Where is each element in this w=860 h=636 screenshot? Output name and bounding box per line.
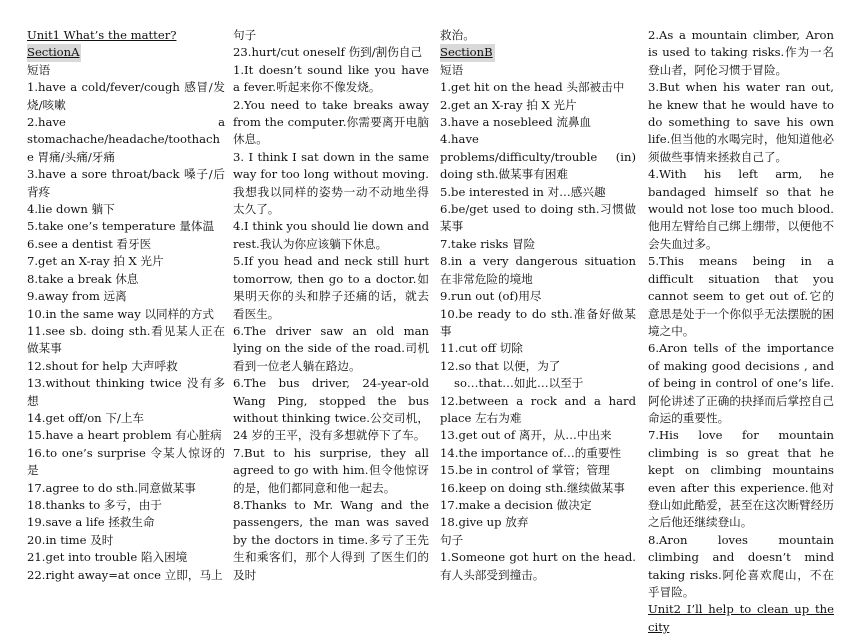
phrase-item: 4.have problems/difficulty/trouble (in) doing sth.做某事有困难 <box>440 132 636 182</box>
phrase-item: 21.get into trouble 陷入困境 <box>27 550 188 565</box>
phrase-item: 5.be interested in 对…感兴趣 <box>440 184 606 199</box>
phrase-item: 2.get an X-ray 拍 X 光片 <box>440 97 577 112</box>
phrase-item: 10.in the same way 以同样的方式 <box>27 306 215 321</box>
phrase-item: 12.so that 以便，为了 <box>440 358 561 373</box>
continuation-text: 救治。 <box>440 28 475 42</box>
phrase-item: 6.see a dentist 看牙医 <box>27 236 152 251</box>
sentence-item: 7.His love for mountain climbing is so great that he kept on climbing mountains even after this experience.他对登山如此酷爱，甚至在这次断臂经历之后他还继续登山。 <box>648 428 834 530</box>
phrase-item: 16.keep on doing sth.继续做某事 <box>440 480 625 495</box>
column-1 <box>27 27 225 584</box>
phrase-item: 14.get off/on 下/上车 <box>27 410 145 425</box>
phrase-item: 17.agree to do sth.同意做某事 <box>27 480 196 495</box>
phrase-item: 3.have a nosebleed 流鼻血 <box>440 115 592 130</box>
phrase-item: 19.save a life 拯救生命 <box>27 515 155 530</box>
sentence-item: 2.As a mountain climber, Aron is used to taking risks.作为一名登山者，阿伦习惯于冒险。 <box>648 28 834 77</box>
sentence-item: 4.With his left arm, he bandaged himself so that he would not lose too much blood.他用左臂给自己绑上绷带，以便他不会失血过多。 <box>648 167 834 251</box>
unit1-title: Unit1 What’s the matter? <box>27 28 177 42</box>
phrase-item: 12.shout for help 大声呼救 <box>27 358 178 373</box>
sentence-item: 5.If you head and neck still hurt tomorrow, then go to a doctor.如果明天你的头和脖子还痛的话，就去看医生。 <box>233 254 429 321</box>
phrase-item: 22.right away=at once 立即，马上 <box>27 567 223 582</box>
phrase-item: 20.in time 及时 <box>27 532 114 547</box>
phrase-item: 16.to one’s surprise 令某人惊讶的是 <box>27 445 225 478</box>
sentence-item: 4.I think you should lie down and rest.我认为你应该躺下休息。 <box>233 219 429 251</box>
phrase-item: 2.have a stomachache/headache/toothache 胃痛/头痛/牙痛 <box>27 115 225 164</box>
phrase-item: 9.run out (of)用尽 <box>440 289 542 304</box>
sentence-item: 1.Someone got hurt on the head.有人头部受到撞击。 <box>440 550 636 582</box>
section-a-heading: SectionA <box>27 44 81 61</box>
column-2 <box>233 27 429 584</box>
sentence-item: 1.It doesn’t sound like you have a fever.听起来你不像发烧。 <box>233 62 429 95</box>
phrase-item: 8.in a very dangerous situation 在非常危险的境地 <box>440 254 636 286</box>
phrases-heading: 短语 <box>27 62 51 77</box>
phrase-item: 13.without thinking twice 没有多想 <box>27 376 225 408</box>
sentences-heading: 句子 <box>440 532 464 547</box>
phrase-item: 9.away from 远离 <box>27 289 127 304</box>
sentence-item: 6.The driver saw an old man lying on the side of the road.司机看到一位老人躺在路边。 <box>233 323 429 373</box>
sentence-item: 8.Thanks to Mr. Wang and the passengers, the man was saved by the doctors in time.多亏了王先生和乘客们，那个人得到 了医生们的及时 <box>233 497 429 582</box>
sentence-item: 3. I think I sat down in the same way for too long without moving.我想我以同样的姿势一动不动地坐得太久了。 <box>233 149 429 217</box>
phrase-item: 11.see sb. doing sth.看见某人正在做某事 <box>27 323 225 356</box>
column-4 <box>648 27 834 636</box>
sentence-item: 7.But to his surprise, they all agreed to go with him.但令他惊讶的是，他们都同意和他一起去。 <box>233 445 429 495</box>
phrase-item: 12.between a rock and a hard place 左右为难 <box>440 393 636 425</box>
section-b-heading: SectionB <box>440 44 495 61</box>
phrase-item: 17.make a decision 做决定 <box>440 497 592 512</box>
phrase-item: 7.get an X-ray 拍 X 光片 <box>27 254 164 269</box>
unit2-title: Unit2 I’ll help to clean up the city <box>648 602 834 634</box>
phrase-item: 1.have a cold/fever/cough 感冒/发烧/咳嗽 <box>27 80 225 112</box>
sentence-item: 5.This means being in a difficult situation that you cannot seem to get out of.它的意思是处于一个你似乎无法摆脱的困境之中。 <box>648 254 834 338</box>
phrase-item: 3.have a sore throat/back 嗓子/后背疼 <box>27 167 225 199</box>
phrase-item: 8.take a break 休息 <box>27 271 139 286</box>
phrases-heading: 短语 <box>440 62 464 77</box>
sentence-item: 6.Aron tells of the importance of making good decisions , and of being in control of one’s life.阿伦讲述了正确的抉择而后掌控自己命运的重要性。 <box>648 341 834 425</box>
phrase-item: 6.be/get used to doing sth.习惯做某事 <box>440 202 636 234</box>
sentences-heading: 句子 <box>233 28 257 42</box>
phrase-item: 13.get out of 离开，从…中出来 <box>440 428 612 443</box>
column-3 <box>440 27 636 584</box>
phrase-item: 18.thanks to 多亏，由于 <box>27 497 162 512</box>
phrase-item: 7.take risks 冒险 <box>440 236 536 251</box>
sentence-item: 3.But when his water ran out, he knew that he would have to do something to save his own life.但当他的水喝完时，他知道他必须做些事情来拯救自己了。 <box>648 80 834 164</box>
phrase-item: 1.get hit on the head 头部被击中 <box>440 80 625 95</box>
phrase-item: 5.take one’s temperature 量体温 <box>27 219 215 234</box>
sentence-item: 6.The bus driver, 24-year-old Wang Ping, stopped the bus without thinking twice.公交司机，24 岁的王平，没有多想就停下了车。 <box>233 376 429 443</box>
sentence-item: 8.Aron loves mountain climbing and doesn’t mind taking risks.阿伦喜欢爬山，不在乎冒险。 <box>648 532 834 599</box>
phrase-item: 10.be ready to do sth.准备好做某事 <box>440 306 636 338</box>
phrase-item: 14.the importance of…的重要性 <box>440 445 622 460</box>
phrase-item: 15.have a heart problem 有心脏病 <box>27 428 222 443</box>
phrase-item: 4.lie down 躺下 <box>27 202 115 217</box>
phrase-item: 11.cut off 切除 <box>440 341 523 356</box>
sentence-item: 23.hurt/cut oneself 伤到/割伤自己 <box>233 45 423 60</box>
phrase-item: 15.be in control of 掌管；管理 <box>440 463 610 478</box>
sentence-item: 2.You need to take breaks away from the computer.你需要离开电脑休息。 <box>233 97 429 147</box>
phrase-item: so…that…如此…以至于 <box>454 376 584 391</box>
phrase-item: 18.give up 放弃 <box>440 515 529 530</box>
